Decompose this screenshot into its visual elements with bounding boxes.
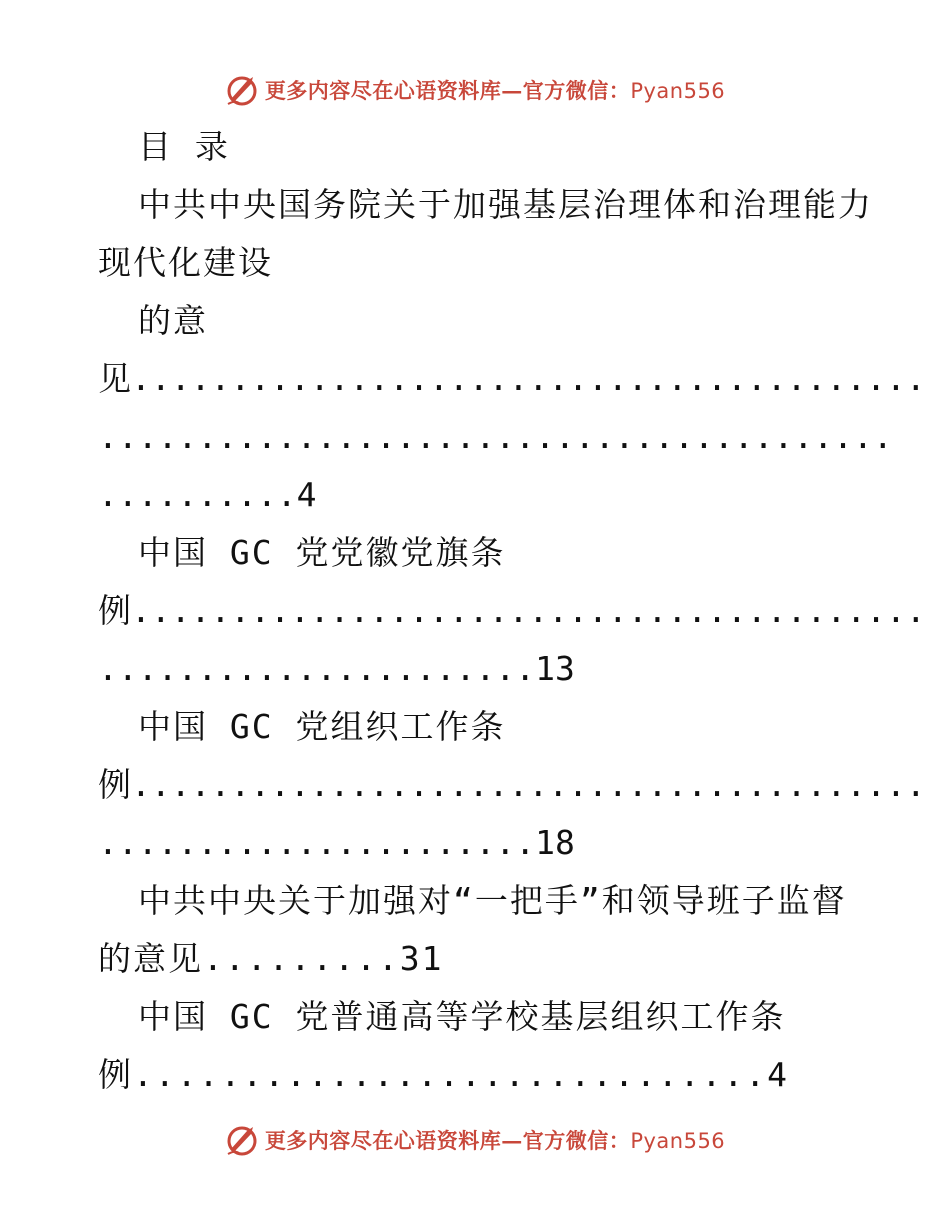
- toc-line: 中共中央国务院关于加强基层治理体和治理能力: [138, 185, 873, 224]
- toc-line: 的意见.........31: [98, 939, 444, 978]
- pen-logo-icon: [225, 73, 261, 107]
- watermark-banner-top: [0, 70, 950, 110]
- toc-line: 例........................................: [98, 765, 926, 804]
- toc-line: ......................18: [98, 823, 575, 862]
- toc-heading: 目 录: [138, 127, 230, 166]
- toc-line: 现代化建设: [98, 243, 273, 282]
- pen-logo-icon: [225, 1123, 261, 1157]
- toc-line: ........................................: [98, 417, 893, 456]
- toc-line: ......................13: [98, 649, 575, 688]
- toc-line: 见........................................: [98, 359, 926, 398]
- watermark-banner-bottom: [0, 1120, 950, 1160]
- toc-line: 例.............................4: [98, 1055, 790, 1094]
- watermark-text: 更多内容尽在心语资料库—官方微信：Pyan556: [264, 78, 726, 103]
- table-of-contents: [98, 118, 926, 1104]
- toc-line: 的意: [138, 301, 208, 340]
- watermark-text: 更多内容尽在心语资料库—官方微信：Pyan556: [264, 1128, 726, 1153]
- toc-line: 例........................................: [98, 591, 926, 630]
- toc-line: ..........4: [98, 475, 317, 514]
- toc-line: 中国 GC 党组织工作条: [138, 707, 506, 746]
- toc-line: 中国 GC 党普通高等学校基层组织工作条: [138, 997, 786, 1036]
- toc-line: 中共中央关于加强对“一把手”和领导班子监督: [138, 881, 847, 920]
- toc-line: 中国 GC 党党徽党旗条: [138, 533, 506, 572]
